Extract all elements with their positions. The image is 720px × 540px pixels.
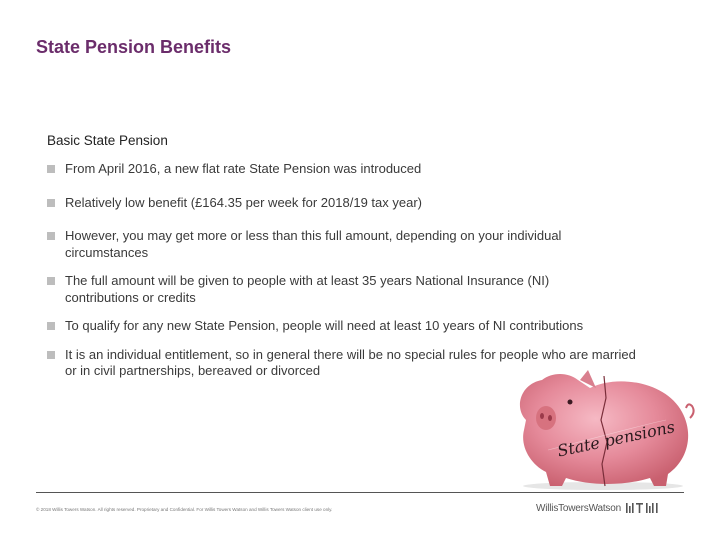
bullet-text: Relatively low benefit (£164.35 per week for 2018/19 tax year): [65, 194, 422, 210]
bullet-square-icon: [47, 322, 55, 330]
bullet-text: The full amount will be given to people with at least 35 years National Insurance (NI) contributions or credits: [65, 273, 550, 305]
brand-logo-text: WillisTowersWatson: [536, 503, 621, 514]
bullet-square-icon: [47, 232, 55, 240]
piggy-bank-icon: [508, 368, 698, 490]
bullet-square-icon: [47, 199, 55, 207]
footer-divider: [36, 492, 684, 493]
bullet-square-icon: [47, 277, 55, 285]
bullet-item: [47, 195, 647, 212]
bullet-item: [47, 318, 647, 335]
section-subheading: Basic State Pension: [47, 133, 168, 148]
bullet-text: However, you may get more or less than this full amount, depending on your individual circumstances: [65, 228, 562, 260]
bullet-square-icon: [47, 351, 55, 359]
bullet-list: [47, 161, 647, 380]
bullet-item: [47, 161, 647, 178]
copyright-text: © 2018 Willis Towers Watson. All rights reserved. Proprietary and Confidential. For Willis Towers Watson and Willis Towers Watson client use only.: [36, 507, 333, 512]
slide-title: State Pension Benefits: [36, 37, 232, 57]
bullet-square-icon: [47, 165, 55, 173]
bullet-text: To qualify for any new State Pension, people will need at least 10 years of NI contributions: [65, 318, 584, 333]
bullet-text: It is an individual entitlement, so in general there will be no special rules for people who are married or in civil partnerships, bereaved or divorced: [65, 346, 636, 378]
bullet-text: From April 2016, a new flat rate State Pension was introduced: [65, 161, 422, 176]
wtw-logo-bars-icon: [626, 503, 660, 513]
bullet-item: [47, 273, 595, 306]
bullet-item: [47, 228, 605, 261]
piggy-label: State pensions: [555, 417, 677, 461]
